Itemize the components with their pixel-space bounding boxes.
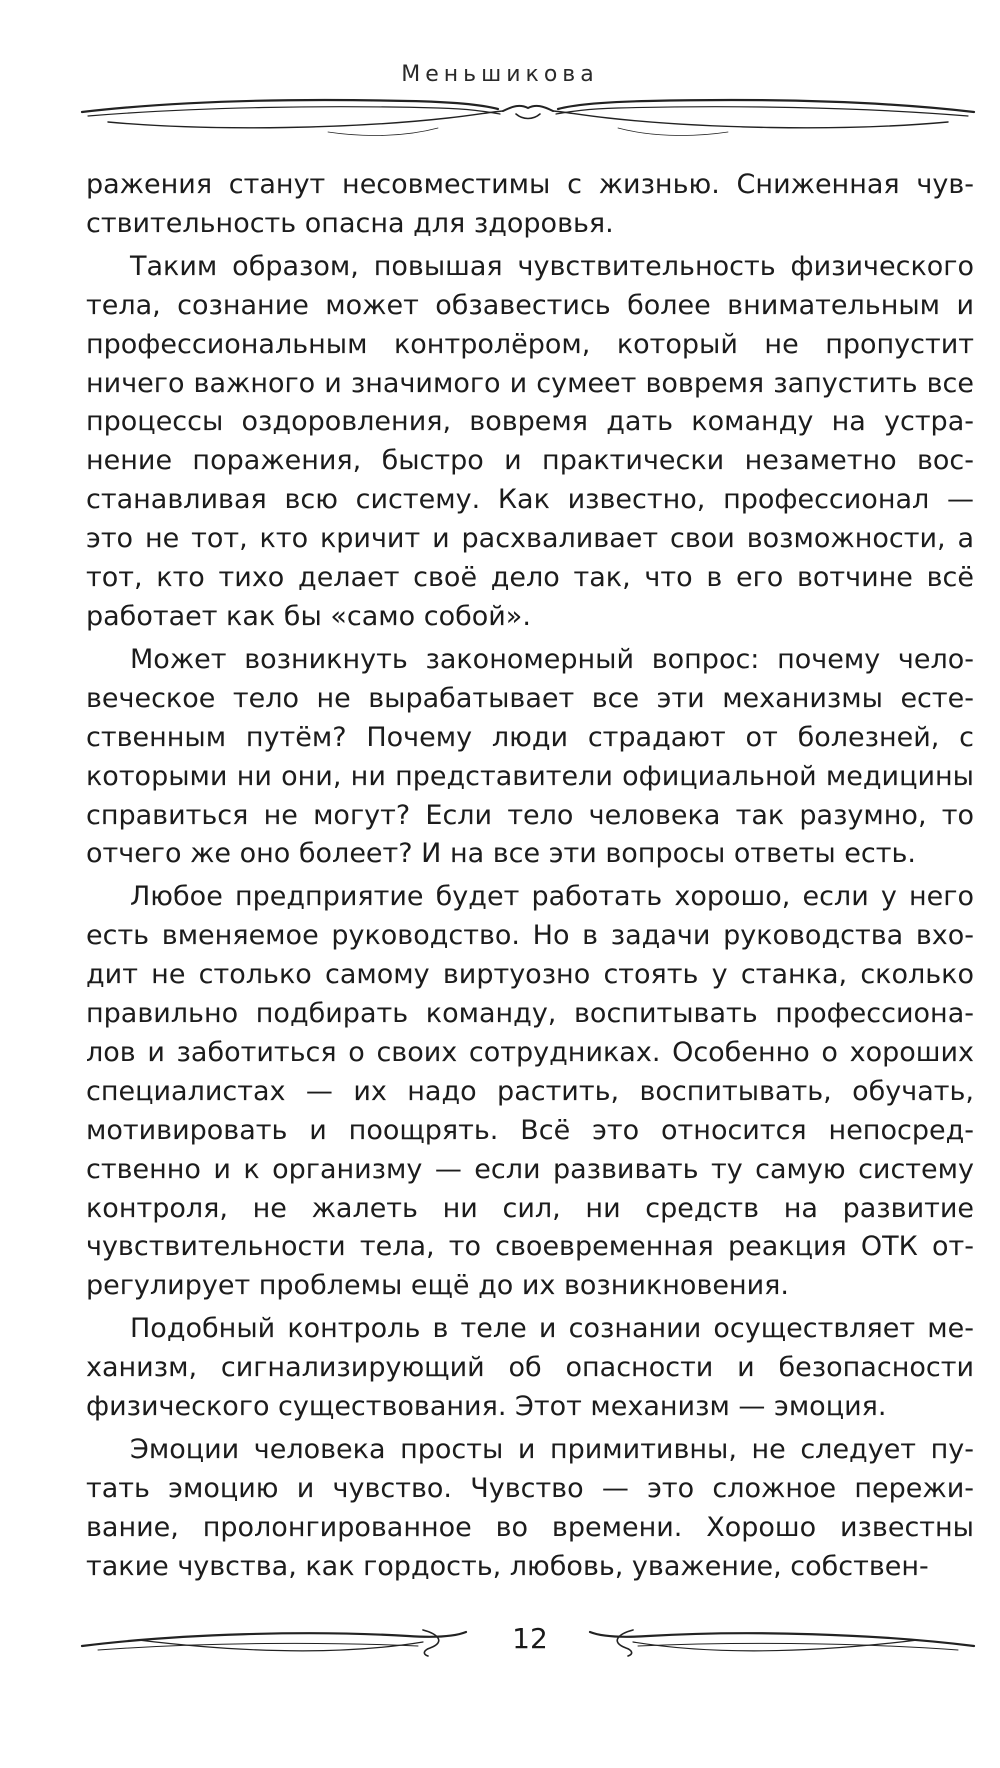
- page-text: [86, 166, 974, 1587]
- paragraph: Любое предприятие будет работать хорошо, если у него есть вменяемое руководство. Но в задачи руководства входит не столько самому виртуозно стоять у станка, сколько правильно подбирать команду, воспитывать профессионалов и заботиться о своих сотрудниках. Особенно о хороших специалистах — их надо растить, воспитывать, обучать, мотивировать и поощрять. Всё это относится непосредственно и к организму — если развивать ту самую систему контроля, не жалеть ни сил, ни средств на развитие чувствительности тела, то своевременная реакция ОТК отрегулирует проблемы ещё до их возникновения.: [86, 881, 974, 1302]
- running-head: Меньшикова: [401, 62, 599, 87]
- paragraph: Таким образом, повышая чувствительность физического тела, сознание может обзавестись более внимательным и профессиональным контролёром, который не пропустит ничего важного и значимого и сумеет вовремя запустить все процессы оздоровления, вовремя дать команду на устранение поражения, быстро и практически незаметно восстанавливая всю систему. Как известно, профессионал — это не тот, кто кричит и расхваливает свои возможности, а тот, кто тихо делает своё дело так, что в его вотчине всё работает как бы «само собой».: [86, 250, 974, 632]
- paragraph-continued: ражения станут несовместимы с жизнью. Сниженная чувствительность опасна для здоровья.: [86, 169, 974, 239]
- page-number: 12: [512, 1622, 548, 1655]
- paragraph: Подобный контроль в теле и сознании осуществляет механизм, сигнализирующий об опасности и безопасности физического существования. Этот механизм — эмоция.: [86, 1313, 974, 1423]
- paragraph: Может возникнуть закономерный вопрос: почему человеческое тело не вырабатывает все эти механизмы естественным путём? Почему люди страдают от болезней, с которыми ни они, ни представители официальной медицины справиться не могут? Если тело человека так разумно, то отчего же оно болеет? И на все эти вопросы ответы есть.: [86, 643, 974, 870]
- paragraph: Эмоции человека просты и примитивны, не следует путать эмоцию и чувство. Чувство — это сложное переживание, пролонгированное во времени. Хорошо известны такие чувства, как гордость, любовь, уважение, собствен-: [86, 1434, 974, 1582]
- header-ornament: [78, 92, 978, 152]
